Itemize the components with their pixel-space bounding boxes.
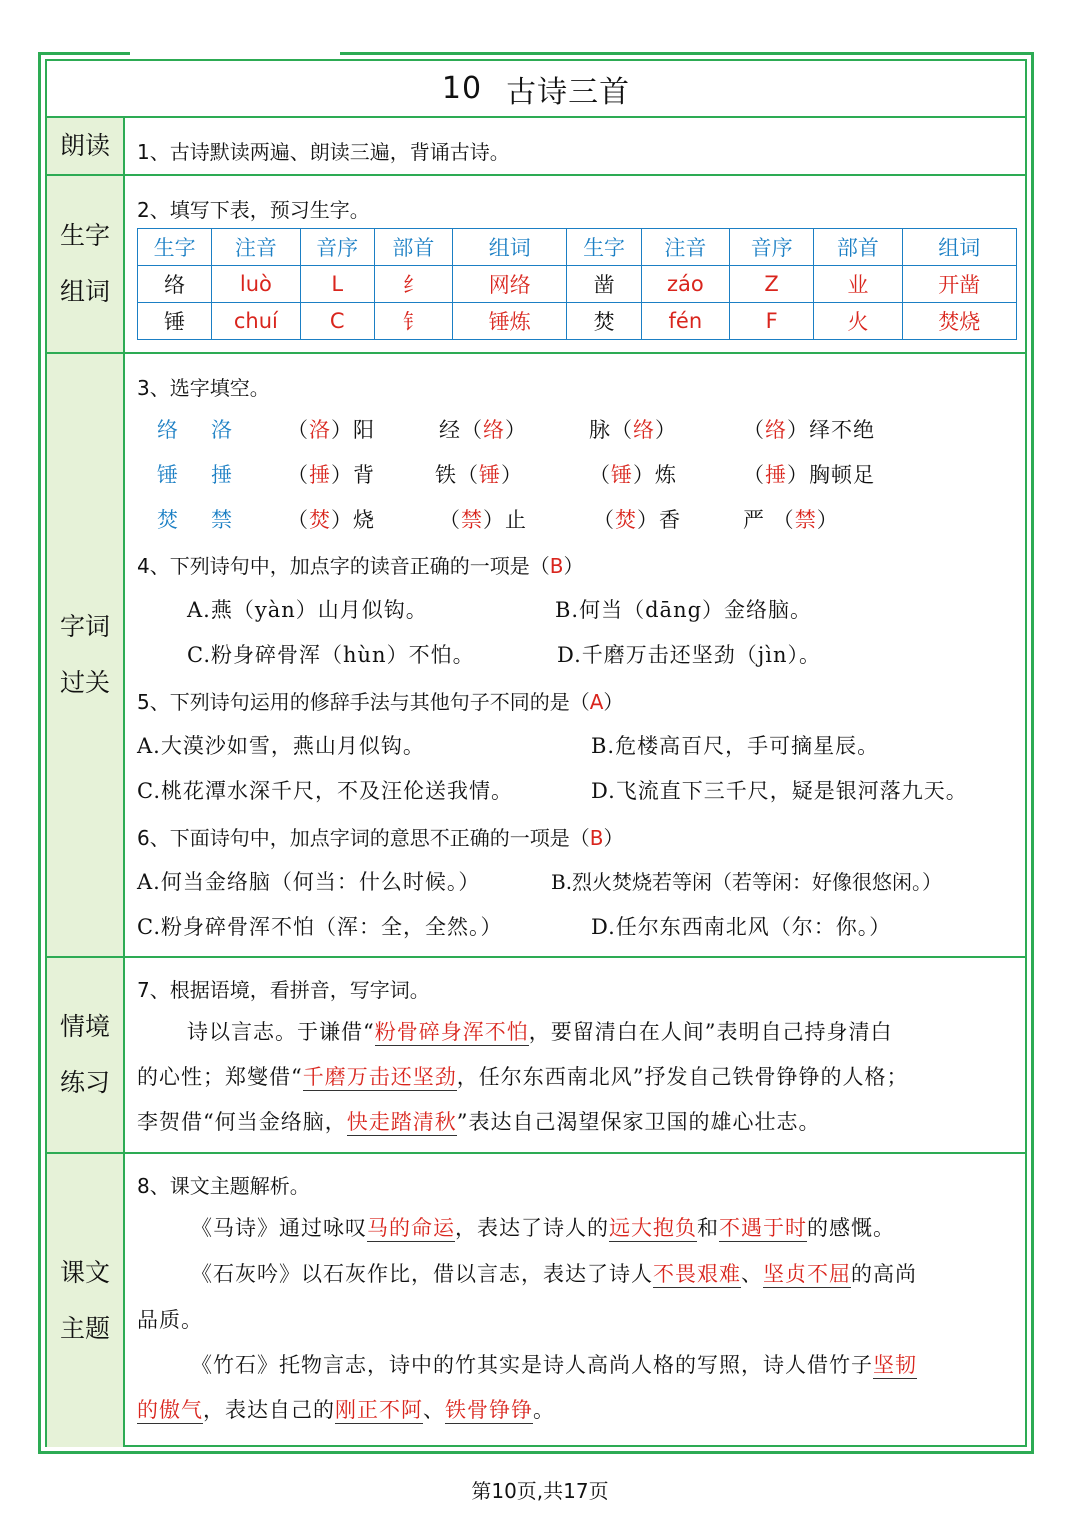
question-2: 2、填写下表，预习生字。 [137,198,370,222]
question-5: 5、下列诗句运用的修辞手法与其他句子不同的是（A） [137,690,624,714]
context-line-1: 诗以言志。于谦借“粉骨碎身浑不怕，要留清白在人间”表明自己持身清白 [187,1020,893,1044]
theme-line-5: 的傲气，表达自己的刚正不阿、铁骨铮铮。 [137,1398,555,1422]
row-zhuti [47,1154,1025,1447]
question-7: 7、根据语境，看拼音，写字词。 [137,978,430,1002]
label-shengzi: 生字 组词 [47,176,125,352]
character-table [137,228,1017,340]
table-row: 锤 chuí C 钅 锤炼 焚 fén F 火 焚烧 [138,303,1017,340]
label-zhuti: 课文 主题 [47,1154,125,1447]
row-langdu [47,118,1025,176]
question-4: 4、下列诗句中，加点字的读音正确的一项是（B） [137,554,584,578]
theme-line-4: 《竹石》托物言志，诗中的竹其实是诗人高尚人格的写照，诗人借竹子坚韧 [191,1353,917,1377]
question-1: 1、古诗默读两遍、朗读三遍，背诵古诗。 [137,140,510,164]
page-footer: 第10页,共17页 [471,1479,609,1503]
table-row: 络 luò L 纟 网络 凿 záo Z 业 开凿 [138,266,1017,303]
theme-line-1: 《马诗》通过咏叹马的命运，表达了诗人的远大抱负和不遇于时的感慨。 [191,1216,895,1240]
theme-line-3: 品质。 [137,1308,203,1332]
context-line-3: 李贺借“何当金络脑，快走踏清秋”表达自己渴望保家卫国的雄心壮志。 [137,1110,821,1134]
question-6: 6、下面诗句中，加点字词的意思不正确的一项是（B） [137,826,624,850]
context-line-2: 的心性；郑燮借“千磨万击还坚劲，任尔东西南北风”抒发自己铁骨铮铮的人格； [137,1065,909,1089]
page-title: 10 古诗三首 [47,61,1025,118]
row-qingjing [47,958,1025,1154]
label-langdu: 朗读 [47,118,125,174]
label-qingjing: 情境 练习 [47,958,125,1152]
theme-line-2: 《石灰吟》以石灰作比，借以言志，表达了诗人不畏艰难、坚贞不屈的高尚 [191,1262,917,1286]
question-8: 8、课文主题解析。 [137,1174,310,1198]
label-zici: 字词 过关 [47,354,125,956]
row-zici: 字词 过关 3、选字填空。 络 洛 （洛）阳 经（络） 脉（络） （络）绎不绝 锤 捶 （捶）背 铁（锤） （锤）炼 （捶）胸顿足 焚 禁 （焚）烧 （禁）止 （焚）香 严 （禁） 4、下列诗句中，加点字的读音正确的一项是（B） A.燕（yàn）山月似钩。 B.何当（dāng）金络脑。 C.粉身碎骨浑（hùn）不怕。 D.千磨万击还坚劲（jìn）。 5、下列诗句运用的修辞手法与其他句子不同的是（A） A.大漠沙如雪，燕山月似钩。 B.危楼高百尺，手可摘星辰。 C.桃花潭水深千尺，不及汪伦送我情。 D.飞流直下三千尺，疑是银河落九天。 6、下面诗句中，加点字词的意思不正确的一项是（B） A.何当金络脑（何当：什么时候。） B.烈火焚烧若等闲（若等闲：好像很悠闲。） C.粉身碎骨浑不怕（浑：全，全然。） D.任尔东西南北风（尔：你。） [47,354,1025,958]
row-shengzi [47,176,1025,354]
table-header: 生字 注音 音序 部首 组词 生字 注音 音序 部首 组词 [138,229,1017,266]
question-3: 3、选字填空。 [137,376,270,400]
